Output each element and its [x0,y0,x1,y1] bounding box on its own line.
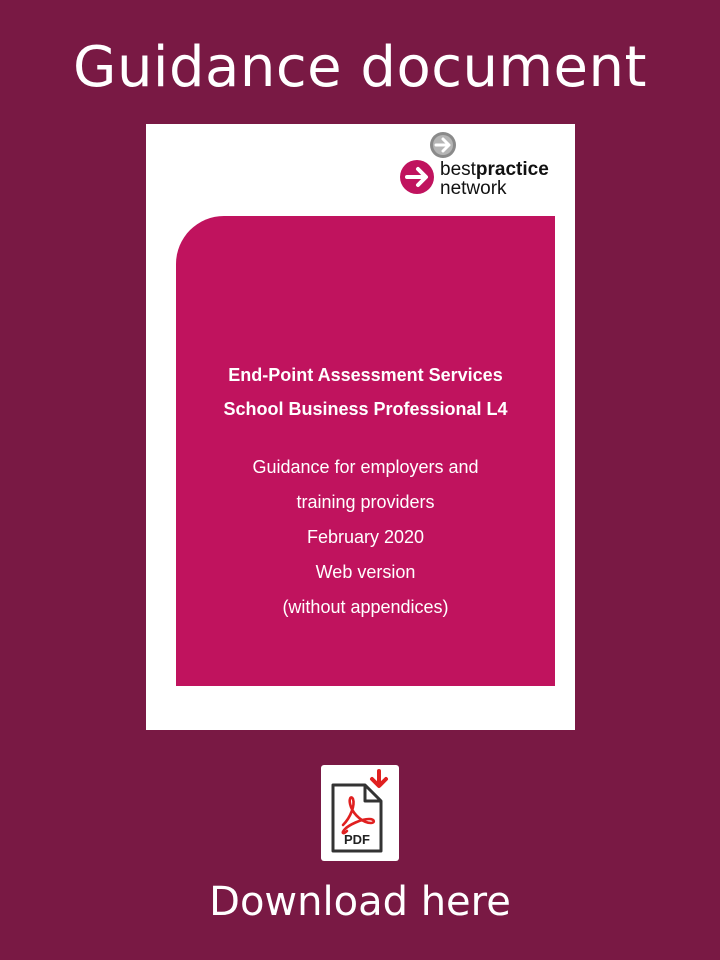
pdf-download-icon[interactable] [321,765,399,861]
page-heading: Guidance document [73,35,647,100]
cover-title-line-1: End-Point Assessment Services [228,365,503,385]
cover-body-line-4: Web version [315,562,416,582]
cover-text-block [176,358,555,625]
brand-arrow-icon [398,158,436,196]
document-cover-thumbnail[interactable] [146,124,575,730]
cover-title-panel [176,216,555,686]
cover-body-line-1: Guidance for employers and [252,457,479,477]
cover-title-line-2: School Business Professional L4 [223,399,508,419]
logo-word-practice: practice [475,159,549,180]
download-link[interactable]: Download here [209,879,511,925]
small-arrow-icon [428,130,458,160]
cover-body-line-5: (without appendices) [282,597,449,617]
cover-body-line-3: February 2020 [306,527,425,547]
pdf-file-icon [321,765,399,861]
pdf-label: PDF [344,832,370,847]
logo-word-best: best [440,159,476,180]
logo-wordmark [440,160,549,198]
logo-word-network: network [440,178,507,199]
cover-body-line-2: training providers [296,492,435,512]
best-practice-network-logo [398,130,568,200]
